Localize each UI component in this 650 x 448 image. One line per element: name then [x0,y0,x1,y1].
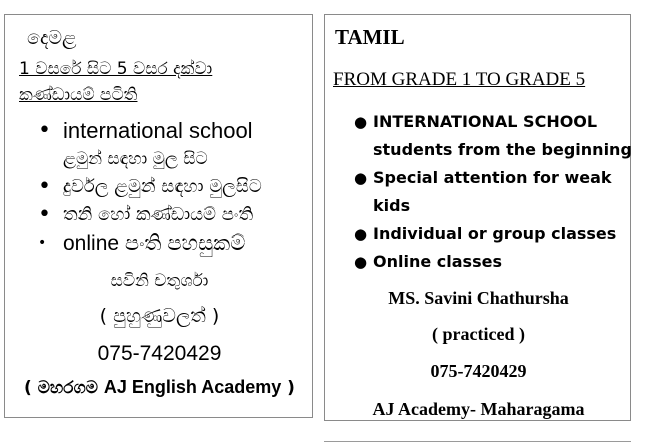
sinhala-academy [5,377,314,398]
bullet-dot-icon: ● [354,169,368,187]
list-item [5,201,314,229]
bullet-dot-icon: • [38,202,51,227]
sinhala-phone-number: 075-7420429 [97,342,222,365]
sinhala-item-1-subtext: ළමුන් සඳහා මුල සිට [63,149,208,169]
english-grade-range: FROM GRADE 1 TO GRADE 5 [333,69,586,90]
english-academy: AJ Academy- Maharagama [372,399,585,419]
english-teacher-name: MS. Savini Chathursha [388,288,569,308]
sinhala-flyer [4,14,313,418]
list-item [5,173,314,201]
sinhala-academy-prefix: ( මහරගම [24,378,104,398]
sinhala-experience: ( පුහුණුවලත් ) [99,305,220,327]
english-experience: ( practiced ) [432,324,525,344]
sinhala-item-1-text: international school [63,118,253,143]
sinhala-class-type: කණ්ඩායම් පටිති [19,85,138,105]
sinhala-teacher-name: සවිනි චතුර්ශා [110,271,209,291]
english-item-1-line1: INTERNATIONAL SCHOOL [373,112,598,131]
bullet-dot-icon: • [38,118,51,143]
list-item [325,220,632,248]
sinhala-feature-list [5,117,314,258]
english-item-4-line1: Online classes [373,252,502,271]
english-phone-number: 075-7420429 [430,361,527,381]
english-flyer [324,14,631,421]
sinhala-subject-title: දෙමළ [27,27,77,49]
sinhala-item-4-label: online පංති පහසුකම් [63,232,246,255]
english-feature-list [325,108,632,276]
bullet-dot-icon: • [38,235,47,251]
sinhala-item-2-text: දුර්වල ළමුන් සඳහා මුලසිට [63,176,262,197]
sinhala-academy-suffix: ) [281,378,295,398]
bullet-dot-icon: ● [354,253,368,271]
sinhala-academy-name: AJ English Academy [103,377,282,397]
sinhala-item-4-text [63,229,314,258]
english-item-3-line1: Individual or group classes [373,224,617,243]
bullet-dot-icon: ● [354,225,368,243]
sinhala-grade-range: 1 වසරේ සිට 5 වසර දක්වා [19,59,213,79]
bullet-dot-icon: • [38,174,51,199]
sinhala-item-3-text: තනි හෝ කණ්ඩායම් පංති [63,204,254,225]
list-item [325,164,632,220]
english-subject-title: TAMIL [335,25,405,49]
bullet-dot-icon: ● [354,113,368,131]
english-item-2-line1: Special attention for weak [373,168,612,187]
list-item [5,229,314,258]
english-item-2-line2: kids [373,196,411,215]
list-item [325,248,632,276]
english-item-1-line2: students from the beginning [373,140,632,159]
list-item [5,117,314,173]
list-item [325,108,632,164]
